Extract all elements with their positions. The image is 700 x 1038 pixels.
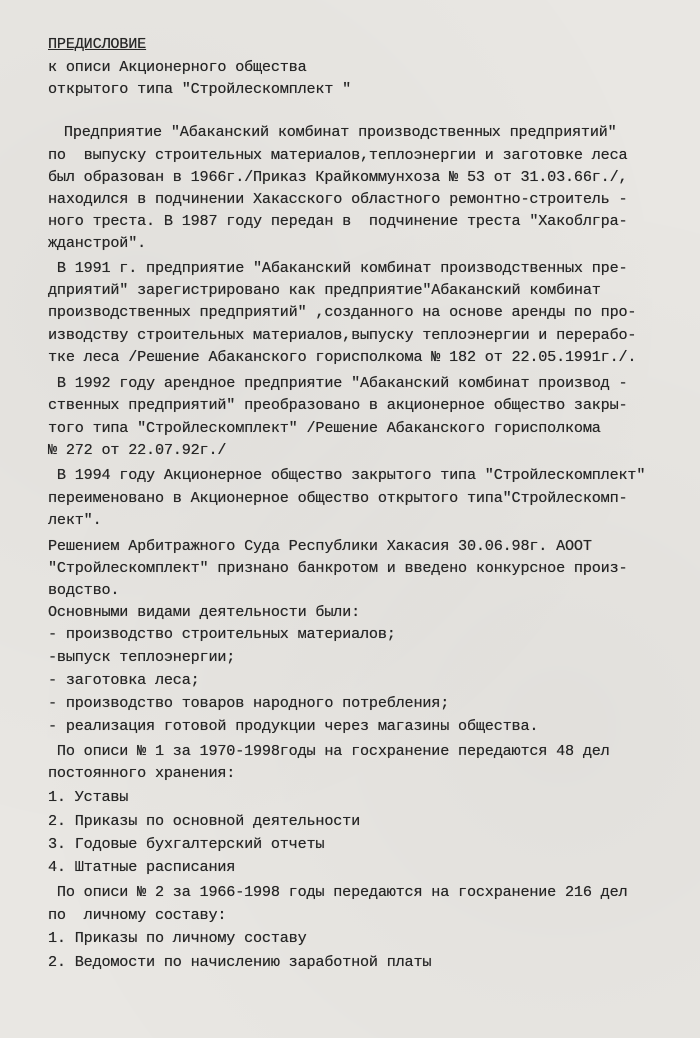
body-text-line: - производство товаров народного потребления;: [48, 694, 450, 712]
body-text-line: по личному составу:: [48, 906, 227, 924]
body-text-line: производственных предприятий" ,созданного на основе аренды по про-: [48, 303, 637, 321]
body-text-line: 2. Приказы по основной деятельности: [48, 812, 360, 830]
document-subtitle-line-2: открытого типа "Стройлескомплект ": [48, 80, 352, 98]
body-text-line: Предприятие "Абаканский комбинат производственных предприятий": [55, 123, 617, 141]
body-text-line: № 272 от 22.07.92г./: [48, 441, 227, 459]
body-text-line: 3. Годовые бухгалтерский отчеты: [48, 835, 325, 853]
body-text-line: 1. Приказы по личному составу: [48, 929, 307, 947]
body-text-line: "Стройлескомплект" признано банкротом и введено конкурсное произ-: [48, 559, 628, 577]
body-text-line: - реализация готовой продукции через магазины общества.: [48, 717, 539, 735]
body-text-line: -выпуск теплоэнергии;: [48, 648, 236, 666]
body-text-line: - производство строительных материалов;: [48, 625, 396, 643]
body-text-line: того типа "Стройлескомплект" /Решение Абаканского горисполкома: [48, 419, 601, 437]
body-text-line: переименовано в Акционерное общество открытого типа"Стройлескомп-: [48, 489, 628, 507]
body-text-line: дприятий" зарегистрировано как предприятие"Абаканский комбинат: [48, 281, 601, 299]
body-text-line: По описи № 1 за 1970-1998годы на госхранение передаются 48 дел: [48, 742, 610, 760]
body-text-line: В 1991 г. предприятие "Абаканский комбинат производственных пре-: [48, 259, 628, 277]
body-text-line: постоянного хранения:: [48, 764, 236, 782]
body-text-line: В 1994 году Акционерное общество закрытого типа "Стройлескомплект": [48, 466, 646, 484]
body-text-line: Основными видами деятельности были:: [48, 603, 360, 621]
document-subtitle-line-1: к описи Акционерного общества: [48, 58, 307, 76]
body-text-line: ного треста. В 1987 году передан в подчинение треста "Хакоблгра-: [48, 212, 628, 230]
body-text-line: - заготовка леса;: [48, 671, 200, 689]
body-text-line: изводству строительных материалов,выпуску теплоэнергии и перерабо-: [48, 326, 637, 344]
body-text-line: В 1992 году арендное предприятие "Абаканский комбинат производ -: [48, 374, 628, 392]
body-text-line: водство.: [48, 581, 120, 599]
body-text-line: по выпуску строительных материалов,теплоэнергии и заготовке леса: [48, 146, 628, 164]
body-text-line: 4. Штатные расписания: [48, 858, 236, 876]
body-text-line: находился в подчинении Хакасского областного ремонтно-строитель -: [48, 190, 628, 208]
body-text-line: лект".: [48, 511, 102, 529]
body-text-line: Решением Арбитражного Суда Республики Хакасия 30.06.98г. АООТ: [48, 537, 592, 555]
body-text-line: тке леса /Решение Абаканского горисполкома № 182 от 22.05.1991г./.: [48, 348, 637, 366]
body-text-line: 2. Ведомости по начислению заработной платы: [48, 953, 432, 971]
document-heading: ПРЕДИСЛОВИЕ: [48, 35, 147, 53]
body-text-line: 1. Уставы: [48, 788, 129, 806]
body-text-line: ственных предприятий" преобразовано в акционерное общество закры-: [48, 396, 628, 414]
body-text-line: был образован в 1966г./Приказ Крайкоммунхоза № 53 от 31.03.66г./,: [48, 168, 628, 186]
body-text-line: жданстрой".: [48, 234, 147, 252]
body-text-line: По описи № 2 за 1966-1998 годы передаются на госхранение 216 дел: [48, 883, 628, 901]
